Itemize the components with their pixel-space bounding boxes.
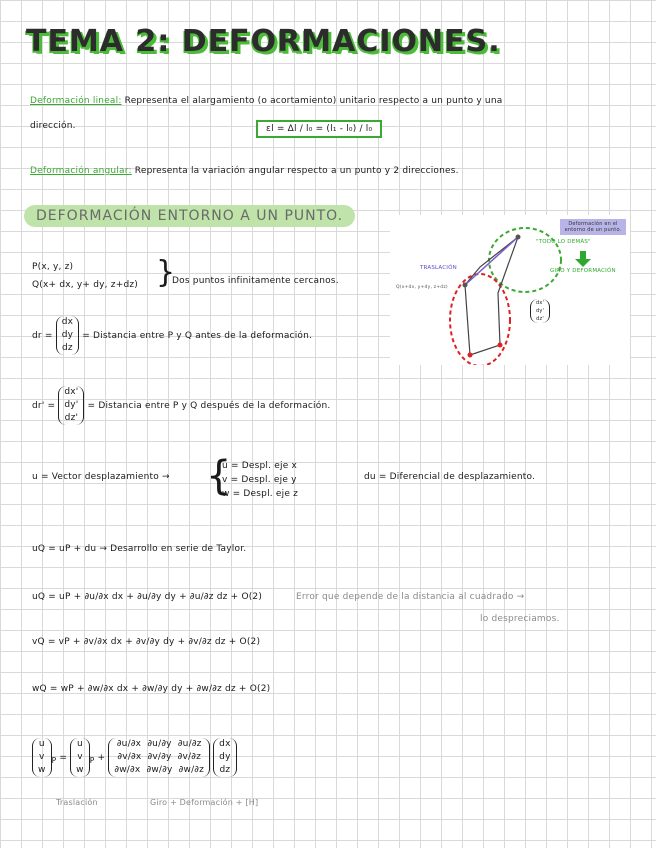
eq-v: vQ = vP + ∂v/∂x dx + ∂v/∂y dy + ∂v/∂z dz + O(2) xyxy=(32,637,261,647)
dr2-dx: dx' xyxy=(64,387,79,397)
u-lhs: u = Vector desplazamiento → xyxy=(32,472,170,482)
diagram-dz: dz' xyxy=(536,316,544,322)
dr-lhs: dr = xyxy=(32,331,53,341)
angular-term: Deformación angular: xyxy=(30,166,132,176)
diagram-traslacion: TRASLACIÓN xyxy=(420,265,457,271)
jac-cell: ∂u/∂x xyxy=(116,739,142,749)
dr2-row xyxy=(32,386,330,425)
point-node xyxy=(516,235,521,240)
lineal-definition xyxy=(30,96,502,106)
lineal-text: Representa el alargamiento (o acortamiento) unitario respecto a un punto y una xyxy=(124,96,503,106)
jac-cell: ∂w/∂y xyxy=(146,765,173,775)
lineal-term: Deformación lineal: xyxy=(30,96,122,106)
diagram-todo: "TODO LO DEMÁS" xyxy=(536,239,591,245)
lineal-formula: εl = Δl / l₀ = (l₁ - l₀) / l₀ xyxy=(256,120,382,138)
jac-cell: ∂w/∂x xyxy=(114,765,141,775)
jac-cell: ∂v/∂x xyxy=(117,752,142,762)
taylor-line: uQ = uP + du → Desarrollo en serie de Taylor. xyxy=(32,544,247,554)
dr-desc: = Distancia entre P y Q antes de la deformación. xyxy=(82,331,313,341)
error-note: Error que depende de la distancia al cuadrado → xyxy=(296,592,525,602)
jac-cell: ∂u/∂z xyxy=(177,739,202,749)
dr-dx: dx xyxy=(61,317,74,327)
dr2-dy: dy' xyxy=(64,400,79,410)
jacobian-row-3 xyxy=(114,764,204,777)
mid-w: w xyxy=(76,765,84,775)
diagram-vector xyxy=(530,299,550,323)
lineal-text-cont: dirección. xyxy=(30,121,76,131)
jac-cell: ∂w/∂z xyxy=(178,765,205,775)
points-note: Dos puntos infinitamente cercanos. xyxy=(172,276,339,286)
rhs-dz: dz xyxy=(219,765,231,775)
dr-row xyxy=(32,316,312,355)
rhs-dx: dx xyxy=(219,739,231,749)
matrix-rhs xyxy=(213,738,236,777)
u-brace: { xyxy=(206,453,232,499)
dr-vector xyxy=(56,316,79,355)
lhs-w: w xyxy=(38,765,46,775)
lhs-u: u xyxy=(38,739,45,749)
lhs-sub: P xyxy=(51,755,57,765)
eq-u: uQ = uP + ∂u/∂x dx + ∂u/∂y dy + ∂u/∂z dz + O(2) xyxy=(32,592,263,602)
dr-dz: dz xyxy=(61,343,73,353)
u-items xyxy=(222,459,298,501)
mid-u: u xyxy=(77,739,83,749)
dr2-dz: dz' xyxy=(64,413,79,423)
jacobian-matrix xyxy=(108,738,210,777)
page-title: TEMA 2: DEFORMACIONES. xyxy=(26,24,501,59)
diagram-dy: dy' xyxy=(536,308,545,314)
u-item-y: v = Despl. eje y xyxy=(222,475,297,485)
dr2-lhs: dr' = xyxy=(32,401,56,411)
point-node xyxy=(463,283,468,288)
deformed-shape xyxy=(465,237,518,355)
mid-v: v xyxy=(77,752,83,762)
diagram-q-label: Q(x+dx, y+dy, z+dz) xyxy=(396,285,448,290)
diagram-dx: dx' xyxy=(536,300,545,306)
down-arrow-icon xyxy=(575,251,591,267)
green-ellipse xyxy=(489,228,561,292)
matrix-lhs xyxy=(32,738,52,777)
diagram-vec xyxy=(530,299,550,323)
diagram-svg xyxy=(390,215,630,365)
dr2-desc: = Distancia entre P y Q después de la deformación. xyxy=(87,401,331,411)
jac-cell: ∂v/∂y xyxy=(147,752,172,762)
angular-text: Representa la variación angular respecto a un punto y 2 direcciones. xyxy=(134,166,459,176)
point-p: P(x, y, z) xyxy=(32,262,74,272)
angular-definition xyxy=(30,166,459,176)
matrix-equation: u v w $_P$ = u v w $_P$ + ∂u/∂x ∂u/∂y ∂u/∂z ∂v/∂x ∂v/∂y ∂v/∂z ∂w/∂x ∂w/∂y ∂w/∂z dx dy dz xyxy=(32,738,237,777)
deformation-diagram xyxy=(390,215,630,365)
point-node xyxy=(498,343,503,348)
jacobian-row-1 xyxy=(114,738,204,751)
label-giro: Giro + Deformación + [H] xyxy=(150,798,259,807)
point-q: Q(x+ dx, y+ dy, z+dz) xyxy=(32,280,138,290)
du-note: du = Diferencial de desplazamiento. xyxy=(364,472,536,482)
dr2-vector xyxy=(58,386,84,425)
jacobian-row-2 xyxy=(114,751,204,764)
point-node xyxy=(468,353,473,358)
eq-w: wQ = wP + ∂w/∂x dx + ∂w/∂y dy + ∂w/∂z dz + O(2) xyxy=(32,684,271,694)
u-item-x: u = Despl. eje x xyxy=(222,461,298,471)
matrix-mid xyxy=(70,738,90,777)
diagram-box: Deformación en el entorno de un punto. xyxy=(560,219,626,235)
error-note-cont: lo despreciamos. xyxy=(480,614,560,624)
bracket: } xyxy=(156,255,176,290)
u-item-z: w = Despl. eje z xyxy=(222,489,299,499)
section-heading: DEFORMACIÓN ENTORNO A UN PUNTO. xyxy=(24,205,355,227)
rhs-dy: dy xyxy=(219,752,231,762)
jac-cell: ∂v/∂z xyxy=(177,752,202,762)
lhs-v: v xyxy=(39,752,45,762)
mid-sub: P xyxy=(89,755,95,765)
jac-cell: ∂u/∂y xyxy=(147,739,172,749)
diagram-giro: GIRO Y DEFORMACIÓN xyxy=(550,268,616,274)
label-traslacion: Traslación xyxy=(56,798,98,807)
dr-dy: dy xyxy=(61,330,74,340)
